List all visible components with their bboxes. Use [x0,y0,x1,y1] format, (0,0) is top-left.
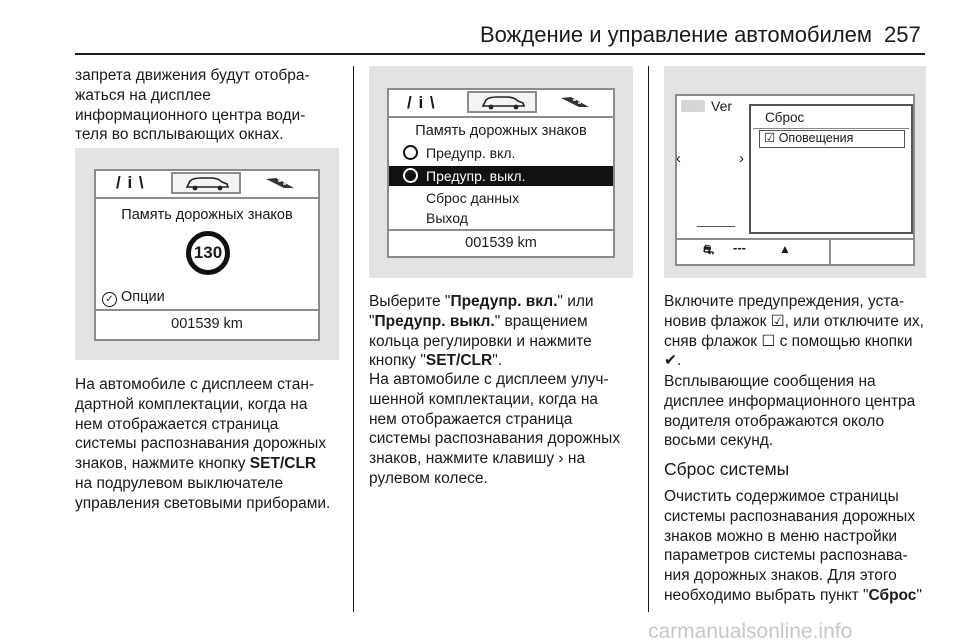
figure-reset-popup [664,66,926,278]
blank-tab-icon [681,100,705,112]
odometer-readout: 001539 km [465,235,537,251]
seatbelt-icon: ⛐ [703,242,715,257]
vehicle-icon: ▲ [779,242,791,256]
screen-title: Память дорожных знаков [121,207,293,223]
car-tab-icon [171,172,241,194]
display-screen [675,94,915,266]
radio-empty-icon [403,145,418,160]
col2-body-text: На автомобиле с дисплеем улуч- шенной комплектации, когда на нем отображается страница системы распознавания дорожных знаков, нажмите клавишу › на рулевом колесе. [369,371,621,487]
figure-warning-menu [369,66,633,278]
road-info-icon: / i \ [116,173,145,192]
figure-traffic-sign-memory [75,148,339,360]
options-label: Опции [121,289,165,305]
column-rule-2 [648,66,649,612]
menu-item-warn-on[interactable]: Предупр. вкл. [403,145,515,161]
check-circle-icon: ✓ [102,292,117,307]
popup-item-warnings[interactable]: ☑ Оповещения [759,130,905,148]
col1-intro-text: запрета движения будут отобра- жаться на дисплее информационного центра води- теля во всплывающих окнах. [75,67,310,144]
road-tab-icon [559,95,593,114]
page-number: 257 [884,22,921,47]
odometer-readout: 001539 km [171,316,243,332]
header-rule [75,53,925,55]
col3-popup-text: Всплывающие сообщения на дисплее информационного центра водителя отображаются около восьми секунд. [664,373,916,450]
section-heading-system-reset: Сброс системы [664,459,790,479]
options-item[interactable] [102,289,165,307]
col2-select-text: Выберите "Предупр. вкл." или "Предупр. выкл." вращением кольца регулировки и нажмите кнопку "SET/CLR". [369,293,594,370]
ver-label: Ver [711,98,733,114]
chevron-left-icon: ‹ [676,150,681,167]
road-tab-icon [264,176,298,195]
display-screen [94,169,320,341]
watermark: carmanualsonline.info [648,620,853,643]
display-screen [387,88,615,258]
speed-limit-sign: 130 [186,231,230,275]
radio-empty-icon [403,168,418,183]
column-rule-1 [353,66,354,612]
popup-title: Сброс [765,110,805,125]
menu-item-warn-off-selected[interactable]: Предупр. выкл. [389,166,613,186]
dash-readout: --- [733,240,746,255]
checkbox-checked-icon: ☑ [764,131,776,145]
car-tab-icon [467,91,537,113]
menu-item-reset-data[interactable]: Сброс данных [426,190,520,206]
reset-popup [749,104,913,234]
page-header-title: Вождение и управление автомобилем [480,22,873,47]
set-clr-key: SET/CLR [249,455,317,473]
screen-title: Память дорожных знаков [415,123,587,139]
chevron-right-icon: › [739,150,744,167]
col1-body-text: На автомобиле с дисплеем стан- дартной комплектации, когда на нем отображается страница системы распознавания дорожных знаков, нажмите кнопку SET/CLR на подрулевом выключателе управления световыми приборами. [75,376,331,512]
menu-item-exit[interactable]: Выход [426,210,468,226]
road-info-icon: / i \ [407,93,436,112]
col3-checkbox-text: Включите предупреждения, уста- новив флажок ☑, или отключите их, сняв флажок ☐ с помощью кнопки ✔. [664,293,924,370]
col3-reset-text: Очистить содержимое страницы системы распознавания дорожных знаков можно в меню настройки параметров системы распознава- ния дорожных знаков. Для этого необходимо выбрать пункт "Сброс" [664,488,922,604]
